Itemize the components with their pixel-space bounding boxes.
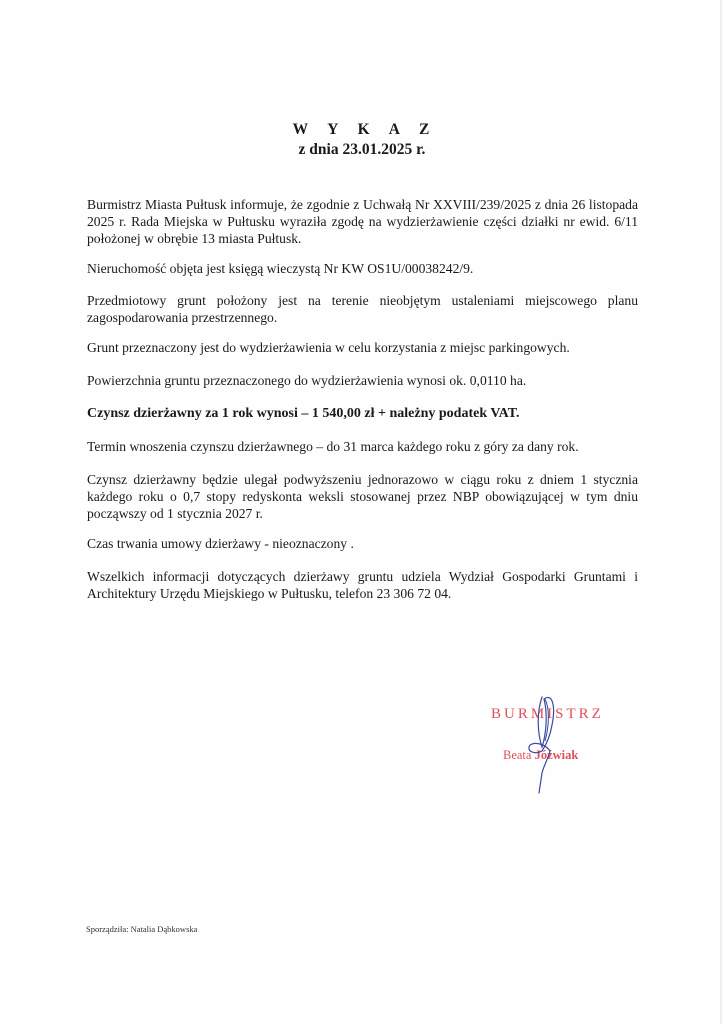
paragraph-zoning: Przedmiotowy grunt położony jest na terenie nieobjętym ustaleniami miejscowego planu zagospodarowania przestrzennego.	[87, 293, 638, 325]
paragraph-resolution: Burmistrz Miasta Pułtusk informuje, że zgodnie z Uchwałą Nr XXVIII/239/2025 z dnia 26 listopada 2025 r. Rada Miejska w Pułtusku wyraziła zgodę na wydzierżawienie części działki nr ewid. 6/11 położonej w obrębie 13 miasta Pułtusk.	[87, 197, 638, 246]
paragraph-land-register: Nieruchomość objęta jest księgą wieczystą Nr KW OS1U/00038242/9.	[87, 261, 474, 276]
handwritten-signature-icon	[512, 685, 592, 795]
stamp-title: BURMISTRZ	[491, 706, 604, 722]
document-date: z dnia 23.01.2025 r.	[298, 141, 426, 158]
paragraph-rent-indexation: Czynsz dzierżawny będzie ulegał podwyższeniu jednorazowo w ciągu roku z dniem 1 stycznia każdego roku o 0,7 stopy redyskonta weksli stosowanej przez NBP obowiązującej w tym dniu począwszy od 1 stycznia 2027 r.	[87, 472, 638, 521]
paragraph-area: Powierzchnia gruntu przeznaczonego do wydzierżawienia wynosi ok. 0,0110 ha.	[87, 373, 527, 388]
paragraph-rent-amount: Czynsz dzierżawny za 1 rok wynosi – 1 540,00 zł + należny podatek VAT.	[87, 406, 520, 421]
document-body	[87, 196, 638, 602]
prepared-by: Sporządziła: Natalia Dąbkowska	[86, 924, 198, 934]
paragraph-purpose: Grunt przeznaczony jest do wydzierżawienia w celu korzystania z miejsc parkingowych.	[87, 340, 570, 355]
paragraph-duration: Czas trwania umowy dzierżawy - nieoznaczony .	[87, 536, 354, 551]
stamp-first-name: Beata	[503, 748, 532, 762]
stamp-last-name: Jóźwiak	[534, 748, 579, 762]
paragraph-payment-deadline: Termin wnoszenia czynszu dzierżawnego – do 31 marca każdego roku z góry za dany rok.	[87, 439, 579, 454]
document-title: W Y K A Z	[292, 121, 438, 138]
paragraph-contact-info: Wszelkich informacji dotyczących dzierżawy gruntu udziela Wydział Gospodarki Gruntami i Architektury Urzędu Miejskiego w Pułtusku, telefon 23 306 72 04.	[87, 569, 638, 601]
